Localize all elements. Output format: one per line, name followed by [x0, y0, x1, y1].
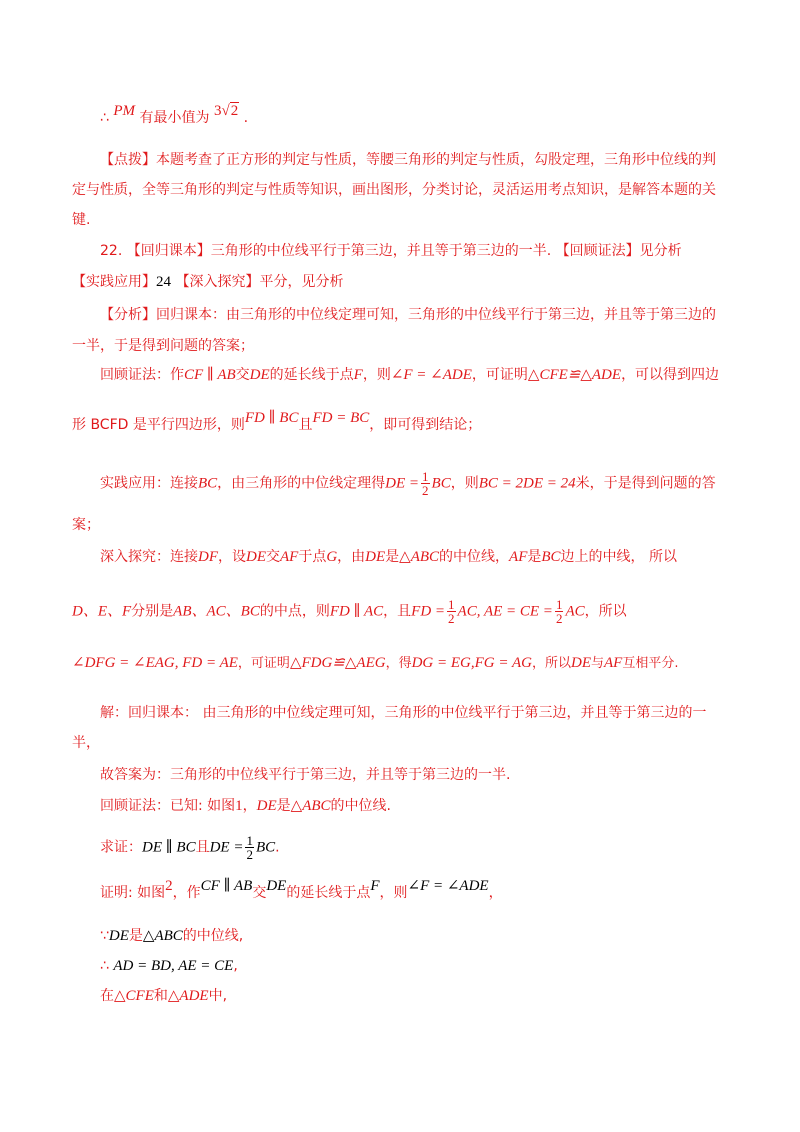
min-value-line: ∴ PM 有最小值为 3√2 .: [100, 103, 249, 126]
jie-line-6: 证明: 如图2，作CF ∥ AB交DE的延长线于点F，则∠F = ∠ADE，: [100, 878, 503, 901]
math-three-root-two: 3√2: [213, 103, 239, 119]
math-pm: PM: [113, 103, 136, 119]
huigu-line-1: 回顾证法：作CF ∥ AB交DE的延长线于点F，则∠F = ∠ADE，可证明△CFE≌△ADE，可以得到四边: [100, 367, 720, 383]
jie-line-9: 在△CFE和△ADE中,: [100, 988, 228, 1004]
dianbo-line-2: 定与性质，全等三角形的判定与性质等知识，画出图形，分类讨论，灵活运用考点知识，是解答本题的关: [72, 182, 716, 198]
shenru-line-3: ∠DFG = ∠EAG, FD = AE，可证明△FDG≌△AEG，得DG = EG,FG = AG，所以DE与AF互相平分.: [72, 655, 679, 671]
jie-line-5: 求证：DE ∥ BC且DE = $\frac{1}{2}$ BC.: [100, 833, 280, 862]
fenxi-line-1: 【分析】回归课本：由三角形的中位线定理可知，三角形的中位线平行于第三边，并且等于第三边的: [100, 307, 716, 323]
min-value-text: 有最小值为: [139, 110, 210, 126]
dianbo-line-3: 键.: [72, 212, 91, 228]
jie-line-3: 故答案为：三角形的中位线平行于第三边，并且等于第三边的一半.: [100, 767, 511, 783]
shijian-line-1: 实践应用：连接BC，由三角形的中位线定理得DE = $\frac{1}{2}$ BC，则BC = 2DE = 24米，于是得到问题的答: [100, 469, 716, 498]
therefore-symbol: ∴: [100, 110, 109, 126]
jie-line-7: ∵DE是△ABC的中位线,: [100, 928, 244, 944]
fenxi-line-2: 一半，于是得到问题的答案；: [72, 338, 254, 354]
shenru-line-2: D、E、F分别是AB、AC、BC的中点，则FD ∥ AC，且FD = $\frac{1}{2}$ AC, AE = CE = $\frac{1}{2}$ AC，所以: [72, 597, 627, 626]
q22-line-2: 【实践应用】24 【深入探究】平分，见分析: [72, 274, 344, 290]
jie-line-4: 回顾证法：已知: 如图1，DE是△ABC的中位线.: [100, 798, 391, 814]
shijian-line-2: 案；: [72, 517, 100, 533]
jie-line-2: 半，: [72, 735, 100, 751]
dianbo-line-1: 【点拨】本题考查了正方形的判定与性质，等腰三角形的判定与性质，勾股定理，三角形中位线的判: [100, 152, 716, 168]
shenru-line-1: 深入探究：连接DF，设DE交AF于点G，由DE是△ABC的中位线，AF是BC边上的中线， 所以: [100, 549, 677, 565]
jie-line-8: ∴ AD = BD, AE = CE,: [100, 958, 238, 974]
huigu-line-2: 形 BCFD 是平行四边形，则FD ∥ BC且FD = BC，即可得到结论；: [72, 410, 482, 433]
jie-line-1: 解：回归课本： 由三角形的中位线定理可知，三角形的中位线平行于第三边，并且等于第三边的一: [100, 705, 707, 721]
q22-line-1: 22. 【回归课本】三角形的中位线平行于第三边，并且等于第三边的一半. 【回顾证法】见分析: [100, 243, 682, 259]
